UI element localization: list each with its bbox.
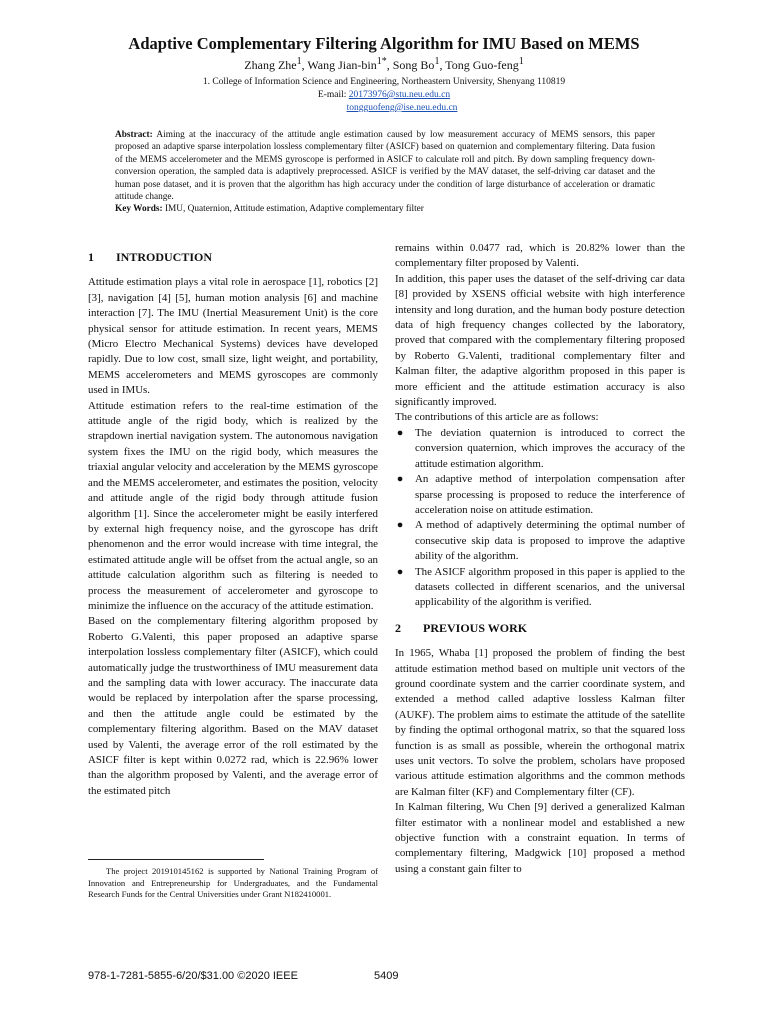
keywords (115, 203, 655, 215)
bullet-icon: ● (396, 426, 404, 439)
bullet-icon: ● (396, 473, 404, 486)
isbn-copyright: 978-1-7281-5855-6/20/$31.00 ©2020 IEEE (88, 970, 298, 982)
list-item (395, 518, 685, 564)
list-item (395, 426, 685, 472)
footnote: The project 201910145162 is supported by National Training Program of Innovation and Entrepreneurship for Undergraduates, and the Fundamental Research Funds for the Central Universities under Grant N182410001. (88, 866, 378, 899)
section-title: PREVIOUS WORK (423, 620, 528, 635)
paragraph: The contributions of this article are as follows: (395, 411, 599, 424)
paper-title: Adaptive Complementary Filtering Algorithm for IMU Based on MEMS (128, 34, 640, 53)
abstract-text: Aiming at the inaccuracy of the attitude angle estimation caused by low measurement accuracy of MEMS sensors, this paper proposed an adaptive sparse interpolation lossless complementary filter (ASICF) based on quaternion and complementary filtering. Data fusion of the MEMS accelerometer and the MEMS gyroscope is performed in ASICF to calculate roll and pitch. By down sampling frequency down-conversion operation, the sampled data is adaptively preprocessed. ASICF is verified by the MAV dataset, the self-driving car dataset and the human pose dataset, and it is proven that the algorithm has high accuracy under the condition of large disturbance of acceleration or dramatic attitude change. (115, 130, 655, 203)
right-column (395, 241, 685, 877)
author-affil-mark: 1 (434, 56, 440, 67)
paragraph: In addition, this paper uses the dataset of the self-driving car data [8] provided by XSENS official website with high interference intensity and long duration, and the human body posture detection data of high frequency changes collected by the laboratory, proved that compared with the complementary filtering proposed by Roberto G.Valenti, traditional complementary filter and Kalman filter, the adaptive algorithm proposed in this paper is more efficient and the attitude estimation accuracy is also significantly improved. (395, 272, 685, 409)
abstract-label: Abstract: (115, 130, 153, 140)
section-heading (88, 250, 378, 265)
list-item (395, 565, 685, 611)
list-item-text: An adaptive method of interpolation compensation after sparse processing is proposed to reduce the interference of acceleration noise on attitude estimation. (415, 473, 685, 516)
bullet-icon: ● (396, 565, 404, 578)
bullet-icon: ● (396, 519, 404, 532)
paragraph: In 1965, Whaba [1] proposed the problem of finding the best attitude estimation method based on multiple unit vectors of the ground coordinate system and the carrier coordinate system, and extended a method called adaptive lossless Kalman filter (AUKF). The problem aims to estimate the attitude of the satellite by finding the optimal orthogonal matrix, so that the squared loss function is as small as possible, wherein the orthogonal matrix uses unit vectors. To solve the problem, scholars have proposed various attitude estimation algorithms and the common methods are Kalman filter (KF) and Complementary filter (CF). (395, 647, 685, 798)
paragraph: remains within 0.0477 rad, which is 20.82% lower than the complementary filter proposed by Valenti. (395, 242, 685, 270)
affiliation: 1. College of Information Science and Engineering, Northeastern University, Shenyang 110819 (202, 77, 566, 87)
paragraph: Attitude estimation refers to the real-time estimation of the attitude angle of the rigid body, which is realized by the strapdown inertial navigation system. The autonomous navigation system fixes the IMU on the rigid body, which measures the triaxial angular velocity and acceleration by the MEMS gyroscope and the MEMS accelerometer, and estimates the position, velocity and attitude angle of the rigid body through attitude fusion algorithm [1]. Since the accelerometer might be easily interfered by external high frequency noise, and the gyroscope has drift phenomenon and the error would increase with time integral, the estimated attitude angle will be offset from the actual angle, so an attitude calculation algorithm such as filtering is needed to process the measurement of accelerometer and gyroscope to minimize the influence on the accuracy of the attitude estimation. (88, 399, 378, 612)
author-name: Wang Jian-bin (307, 58, 377, 72)
author-affil-mark: 1* (376, 56, 387, 67)
author-list: Zhang Zhe$^1$, Wang Jian-bin$^{1*}$, Song Bo$^1$, Tong Guo-feng$^1$ (244, 56, 524, 72)
keywords-label: Key Words: (115, 204, 163, 215)
email-line (0, 102, 768, 115)
email-line (0, 89, 768, 102)
email-link[interactable]: 20173976@stu.neu.edu.cn (348, 90, 451, 100)
footnote-rule (88, 859, 264, 860)
abstract (115, 129, 655, 216)
author-name: Tong Guo-feng (445, 58, 519, 72)
contribution-list (395, 426, 685, 611)
author-name: Song Bo (392, 58, 435, 72)
keywords-text: IMU, Quaternion, Attitude estimation, Adaptive complementary filter (164, 204, 424, 215)
author-affil-mark: 1 (296, 56, 302, 67)
section-title: INTRODUCTION (116, 250, 213, 264)
paragraph: Attitude estimation plays a vital role in aerospace [1], robotics [2] [3], navigation [4] [5], human motion analysis [6] and machine interaction [7]. The IMU (Inertial Measurement Unit) is the core physical sensor for attitude estimation. In recent years, MEMS (Micro Electro Mechanical Systems) devices have developed rapidly. Due to low cost, small size, light weight, and portability, MEMS accelerometers and MEMS gyroscopes are commonly used in IMUs. (88, 276, 378, 397)
author-name: Zhang Zhe (244, 58, 297, 72)
left-column (88, 244, 378, 799)
section-number: 2 (395, 620, 401, 635)
list-item (395, 472, 685, 518)
paragraph: In Kalman filtering, Wu Chen [9] derived a generalized Kalman filter estimator with a nonlinear model and established a new objective function with a constraint equation. In terms of complementary filtering, Madgwick [10] proposed a method using a constant gain filter to (395, 801, 685, 875)
list-item-text: The deviation quaternion is introduced to correct the conversion quaternion, which improves the accuracy of the attitude estimation algorithm. (415, 426, 685, 470)
author-affil-mark: 1 (518, 56, 524, 67)
section-number: 1 (88, 250, 94, 264)
page-number: 5409 (374, 970, 399, 982)
abstract-body (115, 129, 655, 203)
list-item-text: A method of adaptively determining the optimal number of consecutive skip data is proposed to improve the adaptive ability of the algorithm. (415, 519, 685, 563)
email-label: E-mail: (317, 90, 347, 100)
paragraph: Based on the complementary filtering algorithm proposed by Roberto G.Valenti, this paper proposed an adaptive sparse interpolation lossless complementary filter (ASICF), which could automatically judge the trustworthiness of IMU measurement data and the sampling data with lower accuracy. The inaccurate data would be replaced by interpolation after the sparse processing, and then the attitude angle could be estimated by the complementary filtering algorithm. Based on the MAV dataset used by Valenti, the average error of the roll estimated by the ASICF filter is kept within 0.0272 rad, which is 22.96% lower than the algorithm proposed by Valenti, and the average error of the estimated pitch (88, 615, 378, 797)
email-link[interactable]: tongguofeng@ise.neu.edu.cn (346, 103, 458, 113)
affiliation-block (0, 76, 768, 115)
section-heading (395, 621, 685, 636)
list-item-text: The ASICF algorithm proposed in this paper is applied to the datasets collected in different scenarios, and the universal applicability of the algorithm is verified. (415, 565, 685, 609)
